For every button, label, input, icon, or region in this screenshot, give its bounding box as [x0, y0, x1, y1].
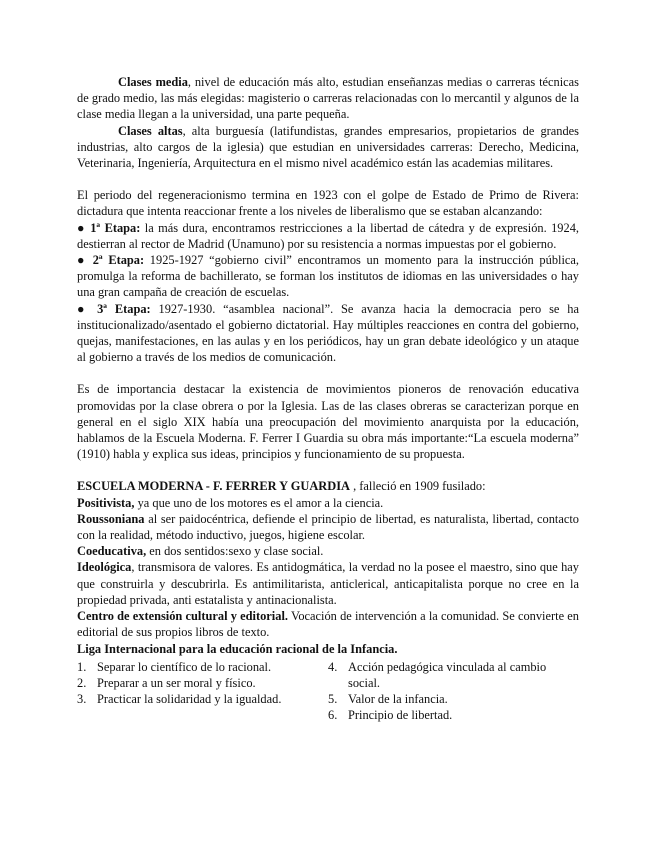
list-item: 4. Acción pedagógica vinculada al cambio social. — [328, 659, 547, 690]
escuela-item-text: al ser paidocéntrica, defiende el principio de libertad, es naturalista, libertad, contacto con la realidad, método inductivo, juegos, higiene escolar. — [77, 511, 579, 543]
etapa-1-text: la más dura, encontramos restricciones a la libertad de cátedra y de expresión. 1924, destierran al rector de Madrid (Unamuno) por su resistencia a normas impuestas por el gobierno. — [77, 220, 579, 251]
escuela-item-text: , transmisora de valores. Es antidogmática, la verdad no la posee el maestro, sino que hay que construirla y descubrirla. Es antimilitarista, anticlerical, anticapitalista porque no cree en la propiedad privada, anti estatalista y antinacionalista. — [77, 560, 579, 607]
escuela-heading-line — [77, 478, 579, 494]
paragraph-clases-altas — [77, 123, 579, 172]
list-item: 1. Separar lo científico de lo racional. — [77, 659, 272, 674]
escuela-item-text: Vocación de intervención a la comunidad. Se convierte en editorial de sus propios libros de texto. — [77, 609, 579, 640]
list-item: 6. Principio de libertad. — [328, 708, 453, 723]
escuela-item-ideologica — [77, 559, 579, 608]
paragraph-movimientos: Es de importancia destacar la existencia de movimientos pioneros de renovación educativa promovidas por la clase obrera o por la Iglesia. Las de las clases obreras se caracterizan porque en general en el siglo XIX había una preocupación del movimiento anarquista por la educación, hablamos de la Escuela Moderna. F. Ferrer I Guardia su obra más importante:“La escuela moderna” (1910) habla y explica sus ideas, principios y funcionamiento de su propuesta. — [77, 382, 579, 462]
list-item: 2. Preparar a un ser moral y físico. — [77, 675, 256, 690]
escuela-item-positivista — [77, 495, 579, 511]
escuela-item-text: en dos sentidos:sexo y clase social. — [146, 544, 324, 559]
text-clases-altas: , alta burguesía (latifundistas, grandes empresarios, propietarios de grandes industrias, alto cargos de la iglesia) que estudian en universidades carreras: Derecho, Medicina, Veterinaria, Ingeniería, Arquitectura en el mismo nivel académico están las academias militares. — [77, 123, 579, 171]
escuela-heading: ESCUELA MODERNA - F. FERRER Y GUARDIA — [77, 479, 350, 494]
liga-title-text: Liga Internacional para la educación racional de la Infancia. — [77, 641, 398, 656]
liga-title — [77, 641, 579, 657]
escuela-item-text: ya que uno de los motores es el amor a la ciencia. — [134, 495, 384, 510]
bullet-icon: ● — [77, 301, 98, 316]
etapa-2-label: 2ª Etapa: — [92, 253, 145, 268]
escuela-item-term: Roussoniana — [77, 511, 145, 526]
liga-list-left — [77, 659, 328, 724]
escuela-heading-rest: , falleció en 1909 fusilado: — [349, 479, 486, 494]
term-clases-media: Clases media — [118, 75, 188, 89]
text-clases-media: , nivel de educación más alto, estudian enseñanzas medias o carreras técnicas de grado medio, las más elegidas: magisterio o carreras relacionadas con lo mercantil y algunos de la clase media llegan a la universidad, una parte pequeña. — [77, 75, 579, 122]
term-clases-altas: Clases altas — [118, 123, 183, 138]
liga-list-right — [328, 659, 579, 724]
escuela-item-term: Coeducativa, — [77, 544, 147, 559]
escuela-item-roussoniana — [77, 511, 579, 543]
list-item: 5. Valor de la infancia. — [328, 692, 448, 707]
paragraph-regeneracionismo: El periodo del regeneracionismo termina en 1923 con el golpe de Estado de Primo de Rivera: dictadura que intenta reaccionar frente a los niveles de liberalismo que se estaban alcanzando: — [77, 188, 579, 219]
escuela-item-coeducativa — [77, 543, 579, 559]
bullet-icon: ● — [77, 253, 93, 268]
escuela-item-term: Positivista, — [77, 495, 135, 510]
etapa-3-text: 1927-1930. “asamblea nacional”. Se avanza hacia la democracia pero se ha institucionalizado/asentado el gobierno dictatorial. Hay múltiples reacciones en contra del gobierno, quejas, manifestaciones, en las aulas y en los periódicos, hay un gran debate ideológico y un ataque al gobierno a través de los medios de comunicación. — [77, 301, 579, 365]
liga-list — [77, 659, 579, 724]
bullet-icon: ● — [77, 220, 91, 235]
escuela-item-term: Ideológica — [77, 560, 132, 575]
escuela-item-term: Centro de extensión cultural y editorial. — [77, 609, 288, 624]
etapa-2 — [77, 252, 579, 301]
etapa-3 — [77, 301, 579, 366]
etapa-3-label: 3ª Etapa: — [97, 301, 151, 316]
etapa-2-text: 1925-1927 “gobierno civil” encontramos un momento para la instrucción pública, promulga la reforma de bachillerato, se forman los institutos de idiomas en las universidades o hay una gran campaña de creación de escuelas. — [77, 253, 579, 300]
paragraph-clases-media — [77, 74, 579, 123]
etapa-1 — [77, 220, 579, 252]
escuela-item-centro — [77, 608, 579, 640]
etapa-1-label: 1ª Etapa: — [90, 220, 141, 235]
list-item: 3. Practicar la solidaridad y la igualdad. — [77, 692, 282, 707]
